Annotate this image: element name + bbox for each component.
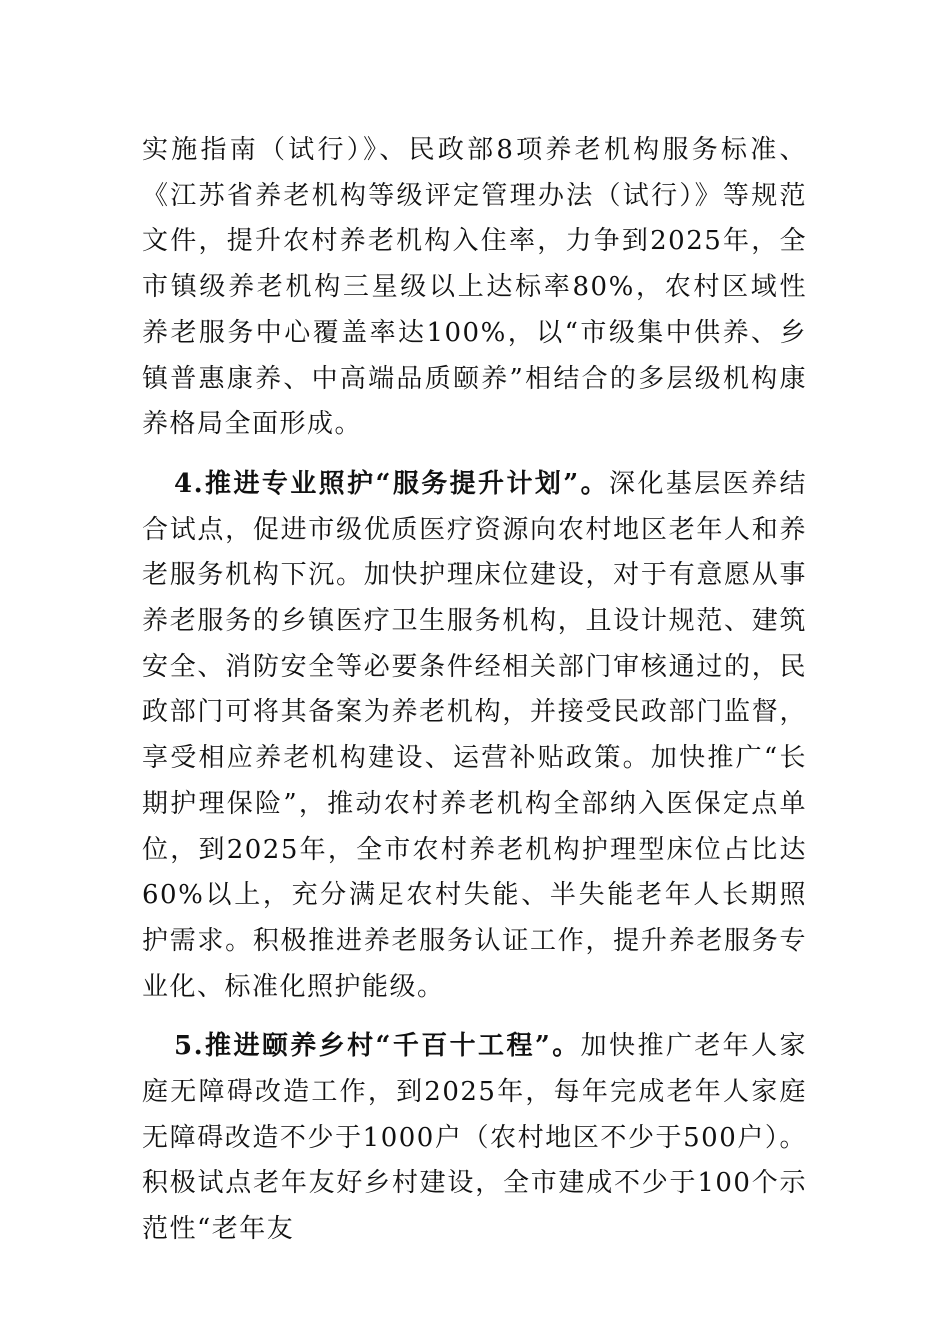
paragraph-heading: 4.推进专业照护“服务提升计划”。	[174, 468, 610, 499]
paragraph-heading: 5.推进颐养乡村“千百十工程”。	[174, 1031, 581, 1062]
paragraph-text: 实施指南（试行）》、民政部8项养老机构服务标准、《江苏省养老机构等级评定管理办法（试行）》等规范文件，提升农村养老机构入住率，力争到2025年，全市镇级养老机构三星级以上达标率80%，农村区域性养老服务中心覆盖率达100%，以“市级集中供养、乡镇普惠康养、中高端品质颐养”相结合的多层级机构康养格局全面形成。	[142, 135, 807, 440]
paragraph-text: 深化基层医养结合试点，促进市级优质医疗资源向农村地区老年人和养老服务机构下沉。加快护理床位建设，对于有意愿从事养老服务的乡镇医疗卫生服务机构，且设计规范、建筑安全、消防安全等必要条件经相关部门审核通过的，民政部门可将其备案为养老机构，并接受民政部门监督，享受相应养老机构建设、运营补贴政策。加快推广“长期护理保险”，推动农村养老机构全部纳入医保定点单位，到2025年，全市农村养老机构护理型床位占比达60%以上，充分满足农村失能、半失能老年人长期照护需求。积极推进养老服务认证工作，提升养老服务专业化、标准化照护能级。	[142, 468, 807, 1002]
document-page	[142, 128, 807, 1253]
paragraph-service-improvement	[142, 462, 807, 1010]
paragraph-text: 加快推广老年人家庭无障碍改造工作，到2025年，每年完成老年人家庭无障碍改造不少于1000户（农村地区不少于500户）。积极试点老年友好乡村建设，全市建成不少于100个示范性“老年友	[142, 1031, 807, 1245]
paragraph-continuation	[142, 128, 807, 448]
paragraph-elderly-village-project	[142, 1024, 807, 1253]
